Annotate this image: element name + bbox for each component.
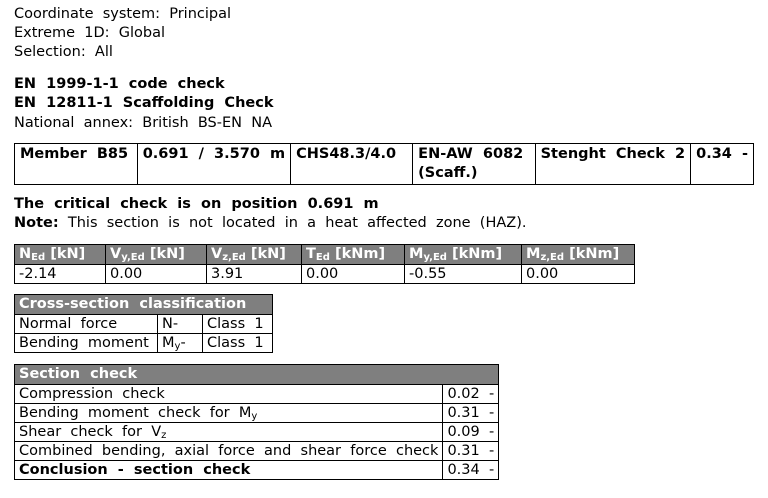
force-header-ted: $T_{Ed}$ [kNm] (302, 245, 405, 265)
section-check-value: 0.09 - (443, 423, 499, 442)
section-check-row (15, 385, 499, 404)
coordinate-system-label: Coordinate system: Principal (14, 6, 232, 22)
section-check-label: Bending moment check for $M_y$ (15, 404, 443, 423)
member-cell: Member B85 (15, 144, 138, 185)
classification-table (14, 294, 273, 353)
section-check-title: Section check (15, 365, 499, 385)
force-value-vyed: 0.00 (106, 265, 207, 284)
forces-value-row (15, 265, 635, 284)
force-header-ned: $N_{Ed}$ [kN] (15, 245, 106, 265)
classification-symbol: $M_y-$ (158, 334, 203, 353)
section-check-row (15, 442, 499, 461)
note-label: Note: (14, 215, 59, 231)
critical-check-text: The critical check is on position 0.691 m (14, 196, 379, 212)
conclusion-label: Conclusion - section check (15, 461, 443, 480)
section-check-conclusion-row (15, 461, 499, 480)
force-value-mzed: 0.00 (522, 265, 635, 284)
internal-forces-table (14, 244, 635, 284)
material-line-1: EN-AW 6082 (418, 146, 524, 162)
classification-label: Bending moment (15, 334, 158, 353)
material-line-2: (Scaff.) (418, 165, 478, 181)
conclusion-value: 0.34 - (443, 461, 499, 480)
classification-class: Class 1 (203, 334, 273, 353)
note-text: This section is not located in a heat affected zone (HAZ). (58, 215, 527, 231)
force-header-myed: $M_{y,Ed}$ [kNm] (405, 245, 522, 265)
force-header-vzed: $V_{z,Ed}$ [kN] (207, 245, 302, 265)
haz-note (14, 214, 526, 232)
extreme-label: Extreme 1D: Global (14, 25, 166, 41)
section-check-table (14, 364, 499, 480)
force-value-myed: -0.55 (405, 265, 522, 284)
classification-row (15, 315, 273, 334)
section-check-row (15, 404, 499, 423)
national-annex-label: National annex: British BS-EN NA (14, 115, 272, 131)
section-check-value: 0.02 - (443, 385, 499, 404)
section-name-cell: CHS48.3/4.0 (291, 144, 413, 185)
force-header-mzed: $M_{z,Ed}$ [kNm] (522, 245, 635, 265)
classification-symbol: N- (158, 315, 203, 334)
section-check-value: 0.31 - (443, 442, 499, 461)
code-check-title: EN 1999-1-1 code check (14, 76, 225, 92)
classification-title-row (15, 295, 273, 315)
member-length-cell: 0.691 / 3.570 m (137, 144, 290, 185)
classification-title: Cross-section classification (15, 295, 273, 315)
section-check-label: Compression check (15, 385, 443, 404)
section-check-value: 0.31 - (443, 404, 499, 423)
scaffolding-check-title: EN 12811-1 Scaffolding Check (14, 95, 274, 111)
force-value-ned: -2.14 (15, 265, 106, 284)
selection-label: Selection: All (14, 44, 113, 60)
force-header-vyed: $V_{y,Ed}$ [kN] (106, 245, 207, 265)
member-summary-row (15, 144, 754, 185)
classification-class: Class 1 (203, 315, 273, 334)
section-check-label: Combined bending, axial force and shear force check (15, 442, 443, 461)
force-value-ted: 0.00 (302, 265, 405, 284)
classification-row (15, 334, 273, 353)
section-check-title-row (15, 365, 499, 385)
material-cell (413, 144, 535, 185)
section-check-row (15, 423, 499, 442)
unity-check-cell: 0.34 - (691, 144, 754, 185)
forces-header-row (15, 245, 635, 265)
member-summary-table (14, 143, 754, 185)
check-name-cell: Stenght Check 2 (535, 144, 691, 185)
force-value-vzed: 3.91 (207, 265, 302, 284)
section-check-label: Shear check for $V_z$ (15, 423, 443, 442)
classification-label: Normal force (15, 315, 158, 334)
